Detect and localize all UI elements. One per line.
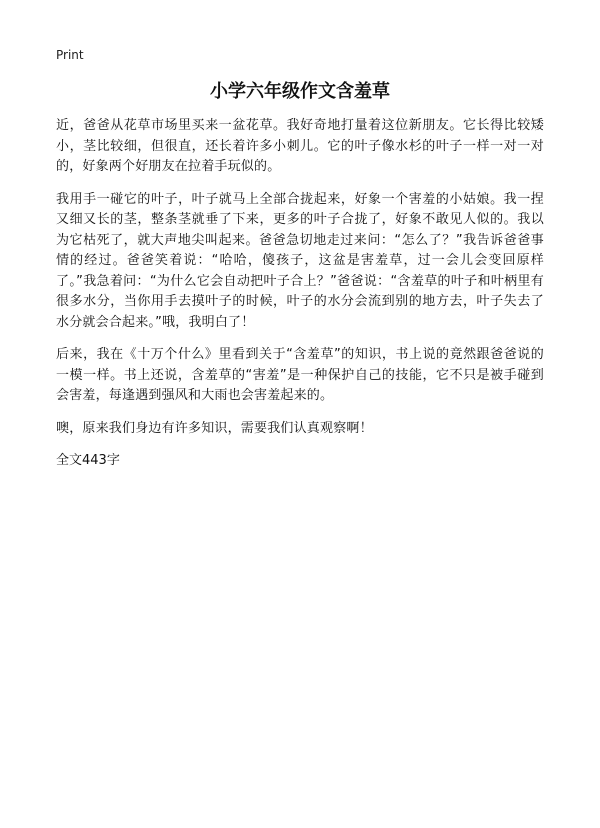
paragraph-3: 后来，我在《十万个什么》里看到关于“含羞草”的知识，书上说的竟然跟爸爸说的一模一样。书上还说，含羞草的“害羞”是一种保护自己的技能，它不只是被手碰到会害羞，每逢遇到强风和大雨也会害羞起来的。 xyxy=(56,347,544,403)
paragraph-4: 噢，原来我们身边有许多知识，需要我们认真观察啊！ xyxy=(56,420,373,436)
paragraph-1: 近，爸爸从花草市场里买来一盆花草。我好奇地打量着这位新朋友。它长得比较矮小，茎比较细，但很直，还长着许多小刺儿。它的叶子像水杉的叶子一样一对一对的，好象两个好朋友在拉着手玩似的。 xyxy=(56,118,544,174)
word-count: 全文443字 xyxy=(56,453,120,468)
paragraph-2: 我用手一碰它的叶子，叶子就马上全部合拢起来，好象一个害羞的小姑娘。我一捏又细又长的茎，整条茎就垂了下来，更多的叶子合拢了，好象不敢见人似的。我以为它枯死了，就大声地尖叫起来。爸爸急切地走过来问：“怎么了？”我告诉爸爸事情的经过。爸爸笑着说：“哈哈，傻孩子，这盆是害羞草，过一会儿会变回原样了。”我急着问：“为什么它会自动把叶子合上？”爸爸说：“含羞草的叶子和叶柄里有很多水分，当你用手去摸叶子的时候，叶子的水分会流到别的地方去，叶子失去了水分就会合起来。”哦，我明白了！ xyxy=(56,191,544,330)
print-link[interactable]: Print xyxy=(56,48,84,62)
article-body xyxy=(56,116,544,471)
page-title: 小学六年级作文含羞草 xyxy=(210,81,390,102)
